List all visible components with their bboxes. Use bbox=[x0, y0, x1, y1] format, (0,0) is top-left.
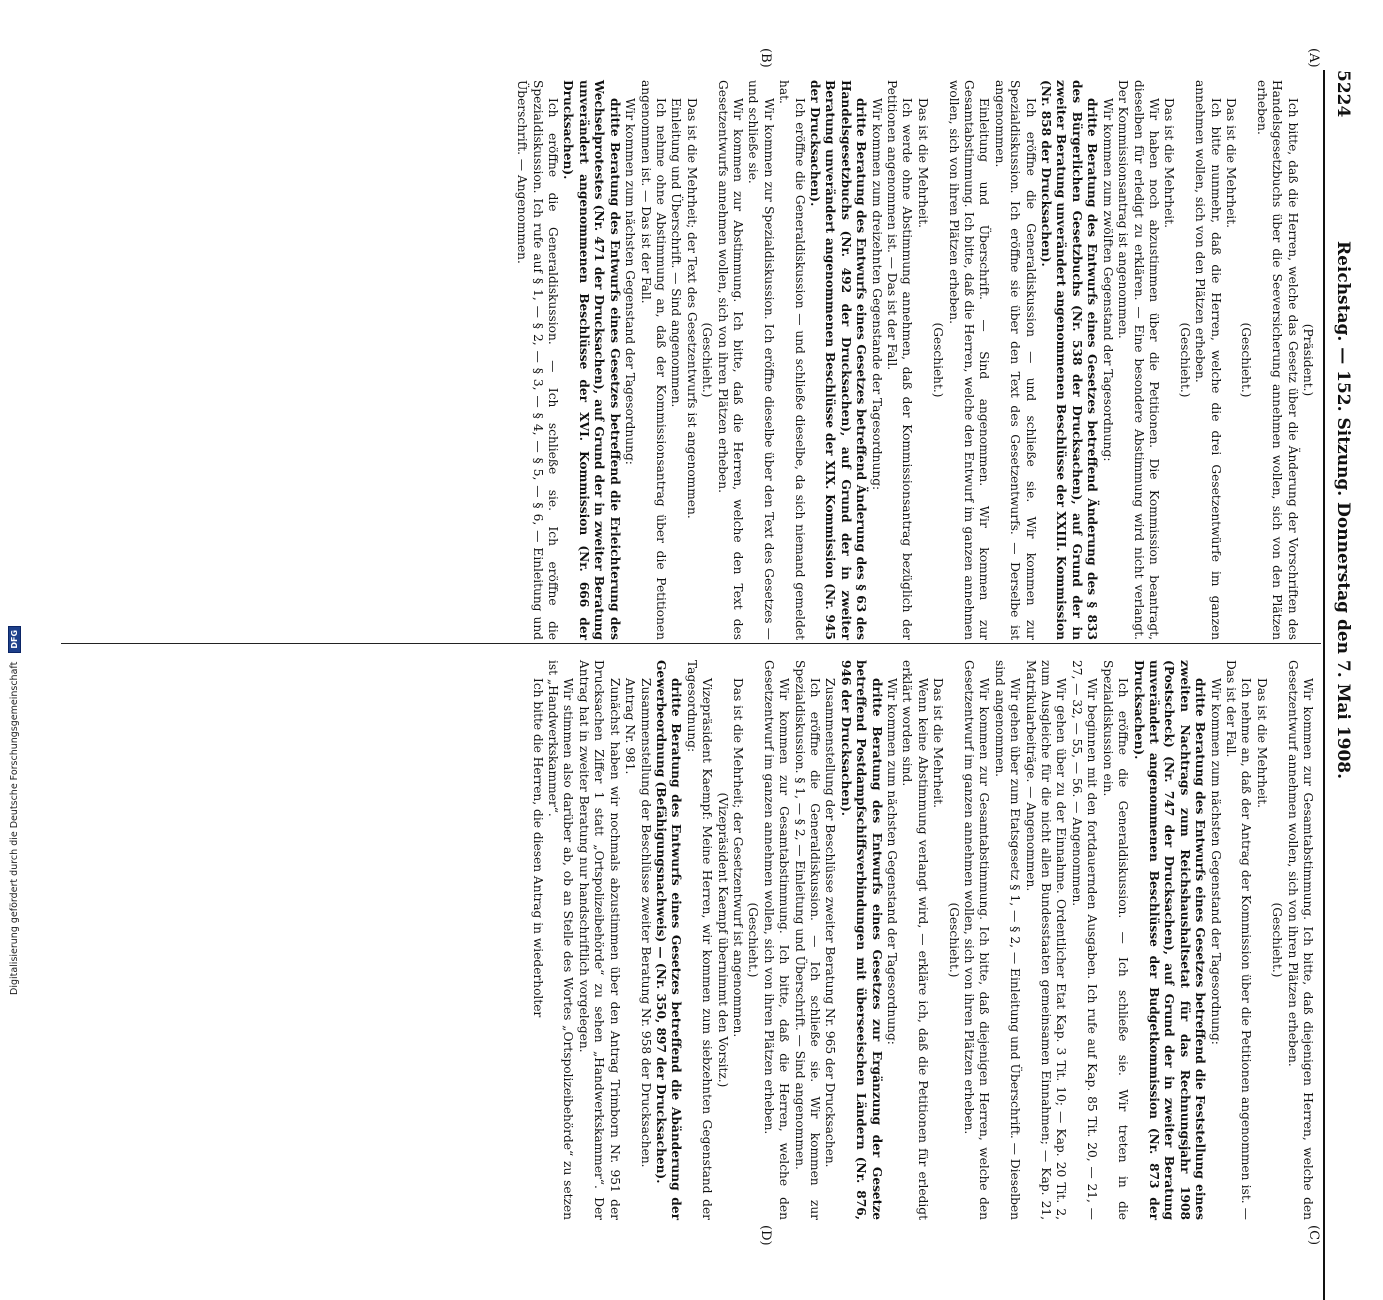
paragraph: Wir kommen zur Gesamtabstimmung. Ich bitte, daß diejenigen Herren, welche den Gesetzentwurf im ganzen annehmen wollen, sich von ihren Plätzen erheben. bbox=[962, 660, 992, 1220]
paragraph: Wir kommen zum dreizehnten Gegenstande der Tagesordnung: bbox=[869, 98, 884, 491]
paragraph: Wir kommen zur Abstimmung. Ich bitte, daß die Herren, welche den Text des Gesetzentwurfs annehmen wollen, sich von ihren Plätzen erheben. bbox=[715, 80, 745, 640]
margin-letter-a: (A) bbox=[1306, 48, 1321, 68]
paragraph: Ich eröffne die Generaldiskussion — und schließe sie. Wir kommen zur Spezialdiskussion. Ich eröffne sie über den Text des Gesetzentwurfs. — Derselbe ist angenommen. bbox=[992, 80, 1038, 640]
paragraph: Wir kommen zur Gesamtabstimmung. Ich bitte, daß die Herren, welche den Gesetzentwurf im ganzen annehmen wollen, sich von ihren Plätzen erheben. bbox=[761, 660, 792, 1220]
stage-direction: (Geschieht.) bbox=[700, 322, 715, 398]
margin-letter-d: (D) bbox=[758, 1225, 773, 1246]
paragraph: Wir stimmen also darüber ab, ob an Stelle des Wortes „Ortspolizeibehörde“ zu setzen ist „Handwerkskammer“. bbox=[546, 660, 576, 1220]
credit-strip bbox=[8, 0, 28, 1000]
running-title: Reichstag. — 152. Sitzung. Donnerstag den 7. Mai 1908. bbox=[1333, 240, 1353, 780]
paragraph: Zusammenstellung der Beschlüsse zweiter Beratung Nr. 965 der Drucksachen. bbox=[823, 678, 838, 1168]
agenda-item-title: dritte Beratung des Entwurfs eines Gesetzes betreffend Änderung des § 833 des Bürgerlichen Gesetzbuchs (Nr. 538 der Drucksachen), auf Grund der in zweiter Beratung unverändert angenommenen Beschlüsse der XXIII. Kommission (Nr. 858 der Drucksachen). bbox=[1039, 80, 1100, 640]
header-rule bbox=[1323, 70, 1325, 1300]
stage-direction: (Geschieht.) bbox=[1239, 322, 1254, 398]
paragraph: Ich nehme an, daß der Antrag der Kommission über die Petitionen angenommen ist. — Das ist der Fall. bbox=[1223, 660, 1254, 1220]
stage-direction: (Präsident.) bbox=[1301, 323, 1315, 397]
paragraph: Ich werde ohne Abstimmung annehmen, daß der Kommissionsantrag bezüglich der Petitionen angenommen ist. — Das ist der Fall. bbox=[885, 80, 915, 640]
page-header bbox=[1327, 70, 1353, 950]
column-divider bbox=[61, 643, 1321, 644]
agenda-item-title: dritte Beratung des Entwurfs eines Gesetzes betreffend die Erleichterung des Wechselprotestes (Nr. 471 der Drucksachen), auf Grund der in zweiter Beratung unverändert angenommenen Beschlüsse der XVI. Kommission (Nr. 666 der Drucksachen). bbox=[561, 80, 622, 640]
paragraph: Das ist die Mehrheit. bbox=[931, 678, 946, 808]
left-text-column bbox=[514, 80, 1315, 640]
paragraph: Wenn keine Abstimmung verlangt wird, — erkläre ich, daß die Petitionen für erledigt erklärt worden sind. bbox=[900, 660, 930, 1220]
dfg-logo: DFG bbox=[8, 626, 21, 653]
stage-direction: (Geschieht.) bbox=[1177, 322, 1192, 398]
stage-direction: (Geschieht.) bbox=[1270, 902, 1285, 978]
paragraph: Wir kommen zum nächsten Gegenstand der Tagesordnung: bbox=[623, 98, 638, 465]
paragraph: Das ist die Mehrheit. bbox=[1254, 678, 1269, 808]
paragraph: Ich nehme ohne Abstimmung an, daß der Kommissionsantrag über die Petitionen angenommen ist. — Das ist der Fall. bbox=[638, 80, 668, 640]
agenda-item-title: dritte Beratung des Entwurfs eines Gesetzes betreffend die Feststellung eines zweiten Nachtrags zum Reichshaushaltsetat für das Rechnungsjahr 1908 (Postscheck) (Nr. 747 der Drucksachen), auf Grund der in zweiter Beratung unverändert angenommenen Beschlüsse der Budgetkommission (Nr. 873 der Drucksachen). bbox=[1131, 660, 1208, 1220]
paragraph: Zusammenstellung der Beschlüsse zweiter Beratung Nr. 958 der Drucksachen. bbox=[638, 678, 653, 1168]
paragraph: Antrag Nr. 981. bbox=[623, 678, 638, 775]
paragraph: Wir kommen zum zwölften Gegenstand der Tagesordnung: bbox=[1100, 98, 1115, 462]
paragraph: Ich eröffne die Generaldiskussion — und schließe dieselbe, da sich niemand gemeldet hat. bbox=[777, 80, 807, 640]
agenda-item-title: dritte Beratung des Entwurfs eines Gesetzes betreffend Änderung des § 63 des Handelsgesetzbuchs (Nr. 492 der Drucksachen), auf Grund der in zweiter Beratung unverändert angenommenen Beschlüsse der XIX. Kommission (Nr. 945 der Drucksachen). bbox=[808, 80, 869, 640]
paragraph: Einleitung und Überschrift. — Sind angenommen. bbox=[669, 98, 684, 408]
paragraph: Wir beginnen mit den fortdauernden Ausgaben. Ich rufe auf Kap. 85 Tit. 20, — 21, — 27, — 32, — 55, — 56. — Angenommen. bbox=[1069, 660, 1100, 1220]
paragraph: Wir haben noch abzustimmen über die Petitionen. Die Kommission beantragt, dieselben für erledigt zu erklären. — Eine besondere Abstimmung wird nicht verlangt. Der Kommissionsantrag ist angenommen. bbox=[1116, 80, 1161, 640]
paragraph: Wir kommen zum nächsten Gegenstand der Tagesordnung: bbox=[1208, 678, 1223, 1045]
paragraph: Wir gehen über zum Etatsgesetz § 1, — § 2, — Einleitung und Überschrift. — Dieselben sind angenommen. bbox=[992, 660, 1023, 1220]
paragraph: Ich eröffne die Generaldiskussion. — Ich schließe sie. Ich eröffne die Spezialdiskussion. Ich rufe auf § 1, — § 2, — § 3, — § 4, — § 5, — § 6, — Einleitung und Überschrift. — Angenommen. bbox=[515, 80, 561, 640]
stage-direction: (Geschieht.) bbox=[946, 902, 961, 978]
paragraph: Wir gehen über zu der Einnahme. Ordentlicher Etat Kap. 3 Tit. 10; — Kap. 20 Tit. 2, zum Ausgleiche für die nicht allen Bundesstaaten gemeinsamen Einnahmen; — Kap. 21, Matrikularbeiträge. — Angenommen. bbox=[1023, 660, 1069, 1220]
paragraph: Einleitung und Überschrift. — Sind angenommen. Wir kommen zur Gesamtabstimmung. Ich bitte, daß die Herren, welche den Entwurf im ganzen annehmen wollen, sich von ihren Plätzen erheben. bbox=[946, 80, 992, 640]
paragraph: Ich eröffne die Generaldiskussion. — Ich schließe sie. Wir kommen zur Spezialdiskussion. § 1, — § 2, — Einleitung und Überschrift. — Sind angenommen. bbox=[792, 660, 822, 1220]
paragraph: Ich eröffne die Generaldiskussion. — Ich schließe sie. Wir treten in die Spezialdiskussion ein. bbox=[1100, 660, 1131, 1220]
page-number: 5224 bbox=[1333, 70, 1353, 118]
margin-letter-c: (C) bbox=[1306, 1225, 1321, 1246]
paragraph: Zunächst haben wir nochmals abzustimmen über den Antrag Trimborn Nr. 951 der Drucksachen Ziffer 1 statt „Ortspolizeibehörde“ zu sehen „Handwerkskammer“. Der Antrag hat in zweiter Beratung nur handschriftlich vorgelegen. bbox=[576, 660, 622, 1220]
paragraph: Das ist die Mehrheit. bbox=[1223, 98, 1238, 228]
paragraph: Ich bitte nunmehr, daß die Herren, welche die drei Gesetzentwürfe im ganzen annehmen wollen, sich von den Plätzen erheben. bbox=[1193, 80, 1223, 640]
right-text-column bbox=[529, 660, 1315, 1220]
paragraph: Ich bitte die Herren, die diesen Antrag in wiederholter bbox=[530, 678, 545, 1018]
stage-direction: (Geschieht.) bbox=[931, 322, 946, 398]
agenda-item-title: dritte Beratung des Entwurfs eines Gesetzes zur Ergänzung der Gesetze betreffend Postdampfschiffsverbindungen mit überseeischen Ländern (Nr. 876, 946 der Drucksachen). bbox=[838, 660, 884, 1220]
stage-direction: (Vizepräsident Kaempf übernimmt den Vorsitz.) bbox=[715, 792, 730, 1088]
digitization-credit: Digitalisierung gefördert durch die Deutsche Forschungsgemeinschaft bbox=[9, 661, 20, 995]
paragraph: Wir kommen zur Gesamtabstimmung. Ich bitte, daß diejenigen Herren, welche den Gesetzentwurf annehmen wollen, sich von ihren Plätzen erheben. bbox=[1285, 660, 1315, 1220]
paragraph: Das ist die Mehrheit. bbox=[1162, 98, 1177, 228]
paragraph: Wir kommen zum nächsten Gegenstand der Tagesordnung: bbox=[885, 678, 900, 1045]
agenda-item-title: dritte Beratung des Entwurfs eines Gesetzes betreffend die Abänderung der Gewerbeordnung (Befähigungsnachweis) — (Nr. 350, 897 der Drucksachen). bbox=[653, 660, 684, 1220]
paragraph: Das ist die Mehrheit; der Text des Gesetzentwurfs ist angenommen. bbox=[684, 98, 699, 519]
paragraph: Wir kommen zur Spezialdiskussion. Ich eröffne dieselbe über den Text des Gesetzes — und schließe sie. bbox=[746, 80, 776, 640]
stage-direction: (Geschieht.) bbox=[746, 902, 761, 978]
paragraph: Vizepräsident Kaempf: Meine Herren, wir kommen zum siebzehnten Gegenstand der Tagesordnung: bbox=[684, 660, 715, 1220]
paragraph: Das ist die Mehrheit; der Gesetzentwurf ist angenommen. bbox=[730, 678, 745, 1038]
margin-letter-b: (B) bbox=[758, 48, 773, 68]
paragraph: Ich bitte, daß die Herren, welche das Gesetz über die Änderung der Vorschriften des Handelsgesetzbuchs über die Seeversicherung annehmen wollen, sich von den Plätzen erheben. bbox=[1254, 80, 1300, 640]
paragraph: Das ist die Mehrheit. bbox=[915, 98, 930, 228]
